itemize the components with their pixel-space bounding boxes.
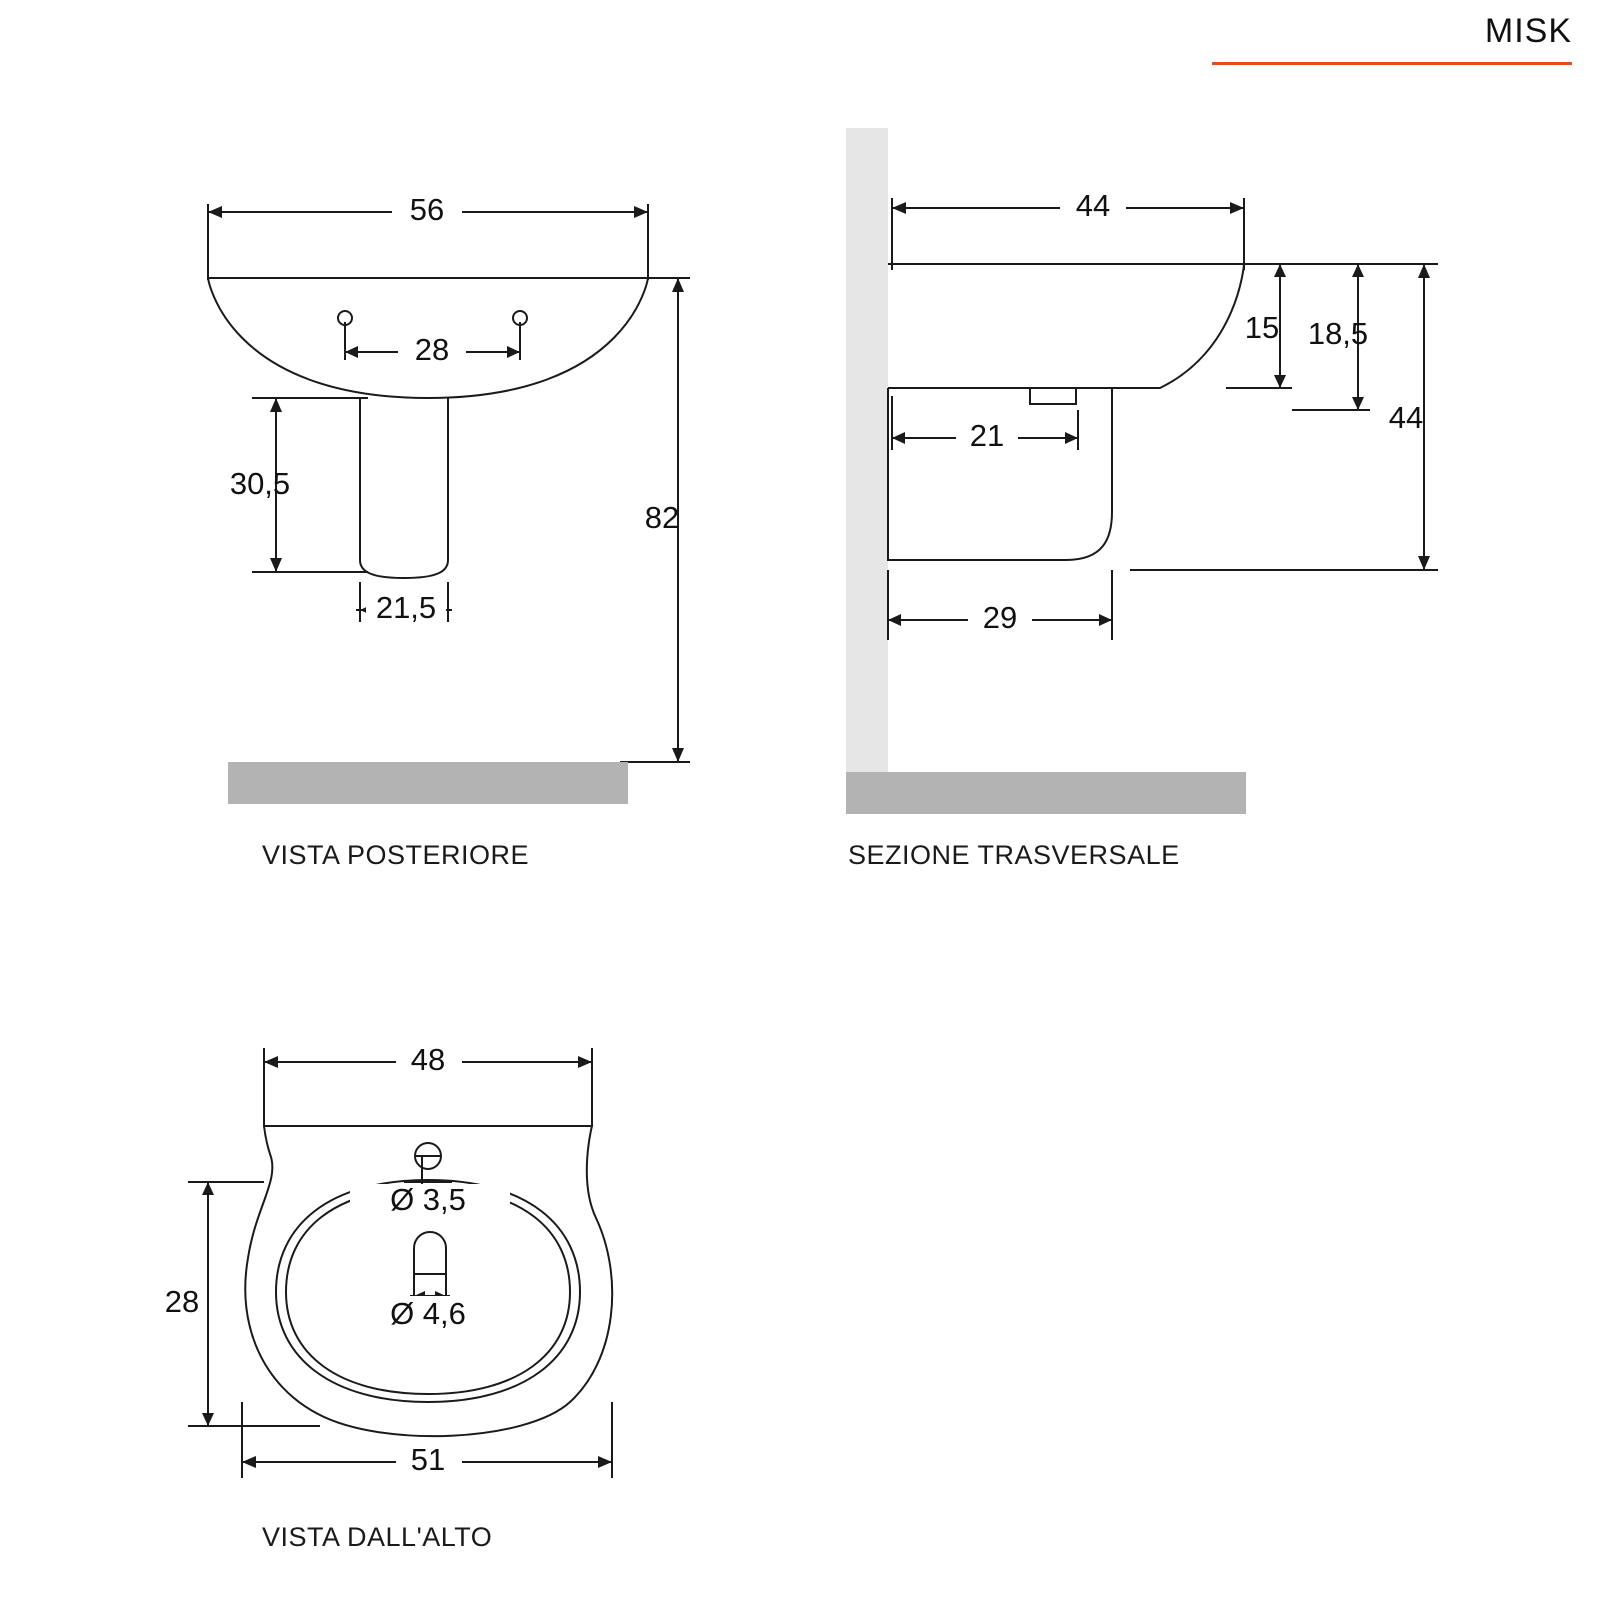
view-section (830, 120, 1470, 820)
wall-band (846, 128, 888, 788)
dim-label-width-total: 56 (409, 192, 445, 228)
dim-label-hole-tap: Ø 3,5 (390, 1182, 466, 1218)
caption-top-view: VISTA DALL'ALTO (262, 1522, 493, 1552)
floor-bar-section (846, 772, 1246, 814)
view-rear (160, 170, 780, 810)
dim-label-hole-waste: Ø 4,6 (390, 1296, 466, 1332)
dim-label-width-lower: 51 (410, 1442, 446, 1478)
caption-rear-view: VISTA POSTERIORE (262, 840, 530, 870)
dim-label-width-upper: 48 (410, 1042, 446, 1078)
dim-label-basin-height-outer: 18,5 (1307, 316, 1369, 352)
view-top (160, 1030, 760, 1510)
dim-label-tap-spacing: 28 (414, 332, 450, 368)
brand-underline (1212, 62, 1572, 65)
dim-label-basin-depth-inner: 21 (969, 418, 1005, 454)
dim-label-basin-height: 15 (1244, 310, 1280, 346)
basin-outline-section-top (888, 264, 1244, 388)
dim-label-depth: 28 (164, 1284, 200, 1320)
dim-label-projection: 29 (982, 600, 1018, 636)
dim-label-pedestal-height: 30,5 (229, 466, 291, 502)
basin-outline-top (245, 1126, 612, 1436)
waste-hole-icon (414, 1232, 446, 1274)
brand-title: MISK (1484, 12, 1572, 50)
dim-label-depth-total: 44 (1075, 188, 1111, 224)
dim-label-height-from-floor: 44 (1388, 400, 1424, 436)
waste-outlet (1030, 388, 1076, 404)
dim-label-overall-height: 82 (644, 500, 680, 536)
floor-bar-rear (228, 762, 628, 804)
brand-header (1212, 14, 1572, 65)
dim-label-pedestal-width: 21,5 (375, 590, 437, 626)
caption-section-view: SEZIONE TRASVERSALE (848, 840, 1180, 870)
pedestal-outline (360, 398, 448, 578)
